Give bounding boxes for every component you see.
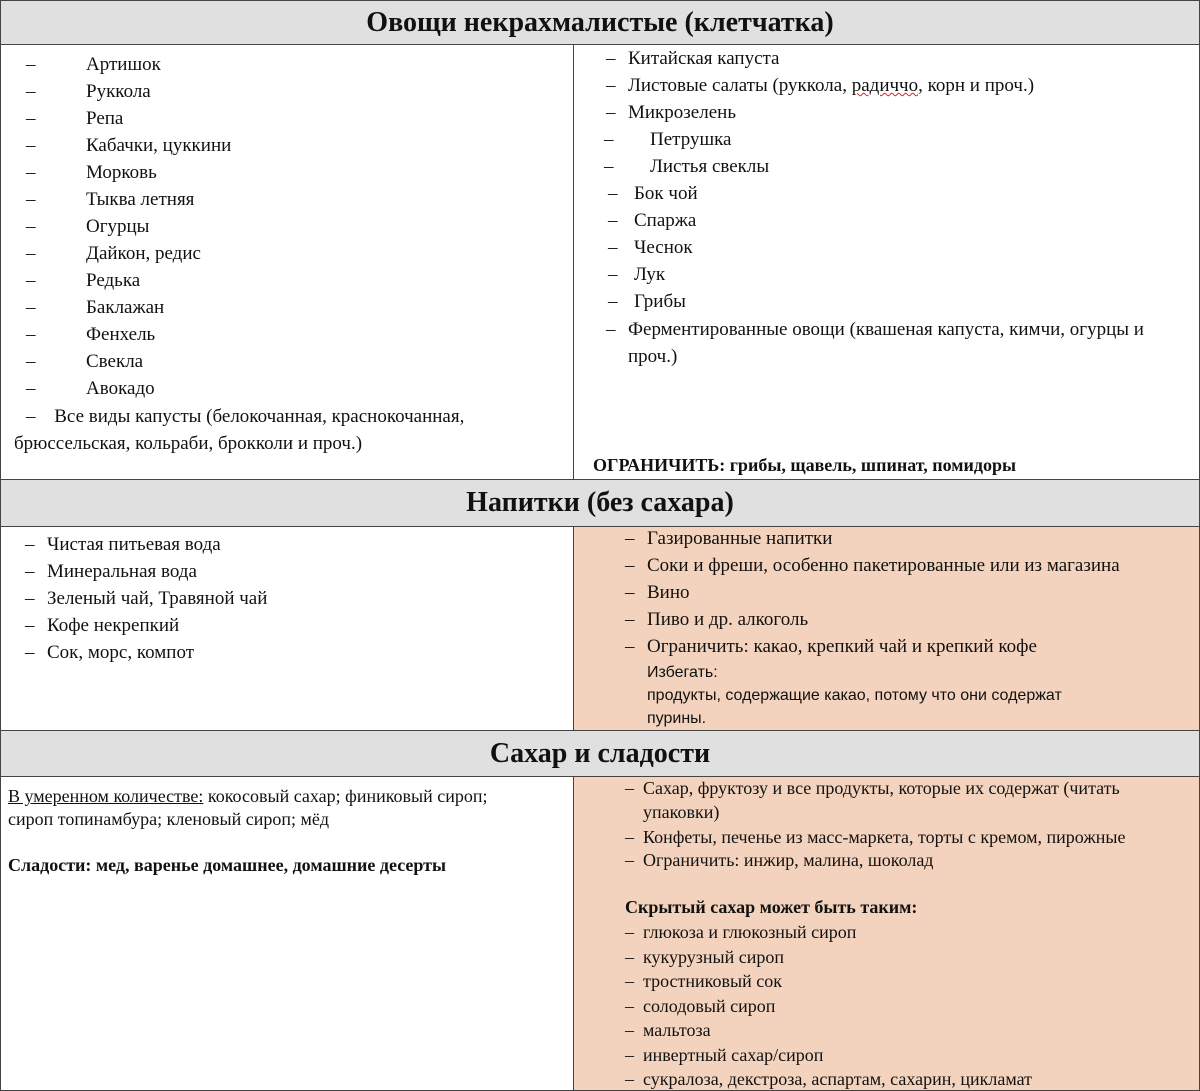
list-item-continuation: проч.) [628,346,678,367]
item-text: Фенхель [86,324,156,345]
dash: – [26,108,36,129]
item-text: Ограничить: инжир, малина, шоколад [643,850,934,870]
item-text: инвертный сахар/сироп [643,1044,824,1065]
dash: – [26,406,36,427]
dash: – [25,534,35,555]
item-text: Репа [86,108,124,129]
dash: – [608,237,618,258]
veg-left-cell [0,44,574,480]
item-text: кукурузный сироп [643,946,784,967]
item-text: Тыква летняя [86,189,195,210]
section-header-sweets [0,730,1200,777]
item-text: Бок чой [634,183,698,204]
section-title: Овощи некрахмалистые (клетчатка) [366,6,834,38]
dash: – [625,1044,634,1065]
dash: – [26,216,36,237]
item-text: Пиво и др. алкоголь [647,609,809,630]
dash: – [608,291,618,312]
item-text: Китайская капуста [628,48,780,69]
dash: – [625,1069,634,1089]
item-text: Авокадо [86,378,155,399]
section-header-vegetables [0,0,1200,45]
list-item-continuation: упаковки) [643,802,720,822]
avoid-text: продукты, содержащие какао, потому что они содержат [647,687,1062,704]
item-text: тростниковый сок [643,971,782,991]
list-item-continuation: брюссельская, кольраби, брокколи и проч.) [14,433,363,454]
dash: – [625,555,635,576]
dash: – [625,528,635,549]
item-text: Ферментированные овощи (квашеная капуста, кимчи, огурцы и [628,319,1144,340]
item-text: Листья свеклы [650,156,770,177]
dash: – [26,297,36,318]
item-text: Газированные напитки [647,528,833,549]
hidden-sugar-title: Скрытый сахар может быть таким: [625,897,918,917]
dash: – [25,642,35,663]
sweets-left-cell [0,776,574,1091]
dash: – [25,615,35,636]
item-text: Руккола [86,81,151,102]
item-text: Зеленый чай, Травяной чай [47,588,268,609]
dash: – [26,378,36,399]
item-text: Микрозелень [628,102,736,123]
item-text: солодовый сироп [643,995,776,1016]
item-text: Чеснок [634,237,693,258]
sweets-note: Сладости: мед, варенье домашнее, домашние десерты [8,855,447,875]
item-text: Минеральная вода [47,561,197,582]
dash: – [606,319,616,340]
item-text: мальтоза [643,1020,711,1040]
dash: – [26,162,36,183]
item-text: Баклажан [86,297,165,318]
dash: – [625,995,634,1016]
dash: – [26,54,36,75]
item-text: Кабачки, цуккини [86,135,232,156]
dash: – [26,135,36,156]
dash: – [625,827,634,847]
section-title: Напитки (без сахара) [466,487,734,518]
drinks-right-cell [573,526,1200,731]
item-text: Ограничить: какао, крепкий чай и крепкий кофе [647,636,1037,657]
item-text: Чистая питьевая вода [47,534,221,555]
item-text: Сахар, фруктозу и все продукты, которые их содержат (читать [643,778,1120,798]
moderate-note [8,785,488,807]
dash: – [625,971,634,991]
dash: – [625,922,634,942]
dash: – [625,582,635,603]
dash: – [25,561,35,582]
sweets-right-cell [573,776,1200,1091]
moderate-text: сироп топинамбура; кленовый сироп; мёд [8,809,329,829]
item-text: Вино [647,582,690,603]
item-text: Сок, морс, компот [47,642,195,663]
item-text: Петрушка [650,129,732,150]
dash: – [625,946,634,967]
dash: – [625,609,635,630]
drinks-left-cell [0,526,574,731]
item-text: Соки и фреши, особенно пакетированные или из магазина [647,555,1120,576]
dash: – [26,324,36,345]
dash: – [608,264,618,285]
dash: – [625,1020,634,1040]
dash: – [26,270,36,291]
item-text: Листовые салаты (руккола, радиччо, корн и проч.) [628,75,1035,96]
item-text: Артишок [86,54,161,75]
dash: – [625,636,635,657]
dash: – [608,210,618,231]
item-text: Спаржа [634,210,697,231]
item-text: Дайкон, редис [86,243,201,264]
section-title: Сахар и сладости [489,737,711,769]
avoid-label: Избегать: [647,664,718,681]
item-text: Конфеты, печенье из масс-маркета, торты с кремом, пирожные [643,827,1126,847]
veg-right-cell [573,44,1200,480]
dash: – [606,48,616,69]
dash: – [26,81,36,102]
item-text: Грибы [634,291,686,312]
moderate-label: В умеренном количестве: [8,786,204,806]
avoid-text: пурины. [647,710,707,727]
dash: – [608,183,618,204]
dash: – [625,778,634,798]
moderate-text: кокосовый сахар; финиковый сироп; [203,786,488,806]
section-header-drinks [0,479,1200,527]
item-text: сукралоза, декстроза, аспартам, сахарин, цикламат [643,1069,1033,1089]
dash: – [26,189,36,210]
dash: – [625,850,634,870]
item-text: Редька [86,270,141,291]
dash: – [604,129,614,150]
item-text: Все виды капусты (белокочанная, краснокочанная, [54,406,465,427]
limit-note: ОГРАНИЧИТЬ: грибы, щавель, шпинат, помидоры [593,455,1017,475]
dash: – [25,588,35,609]
item-text: Кофе некрепкий [47,615,180,636]
item-text: Лук [634,264,666,285]
item-text: Морковь [86,162,157,183]
dash: – [26,243,36,264]
dash: – [26,351,36,372]
item-text: Огурцы [86,216,150,237]
dash: – [606,102,616,123]
list-item [26,406,464,428]
item-text: глюкоза и глюкозный сироп [643,922,857,942]
item-text: Свекла [86,351,144,372]
dash: – [606,75,616,96]
dash: – [604,156,614,177]
